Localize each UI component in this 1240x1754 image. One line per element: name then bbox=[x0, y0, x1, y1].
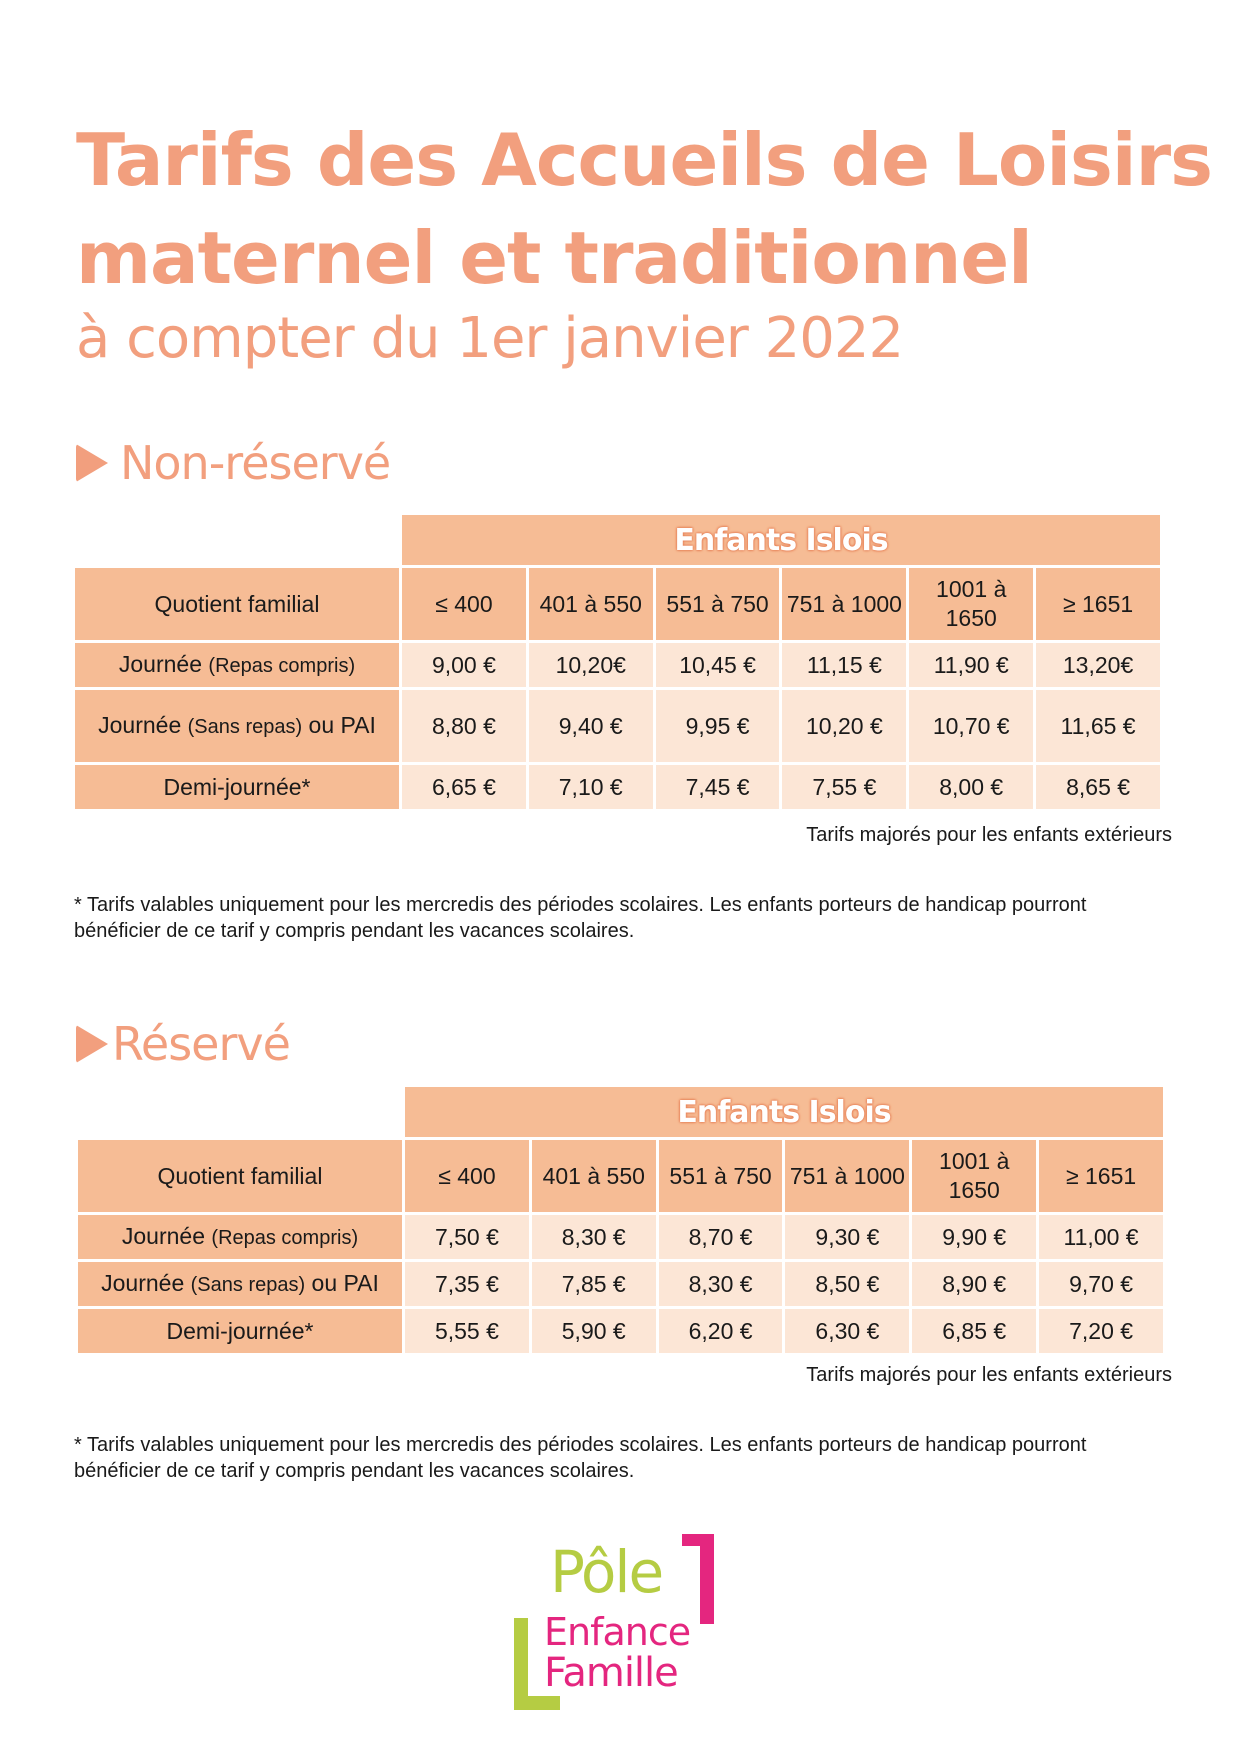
column-header: ≥ 1651 bbox=[1036, 568, 1160, 640]
column-header: ≥ 1651 bbox=[1039, 1140, 1163, 1212]
price-cell: 7,10 € bbox=[529, 765, 653, 809]
enfants-islois-band: Enfants Islois bbox=[405, 1087, 1163, 1137]
column-header: 1001 à 1650 bbox=[912, 1140, 1036, 1212]
price-cell: 5,55 € bbox=[405, 1309, 529, 1353]
price-cell: 7,85 € bbox=[532, 1262, 656, 1306]
price-cell: 13,20€ bbox=[1036, 643, 1160, 687]
price-cell: 8,80 € bbox=[402, 690, 526, 762]
row-label: Journée (Repas compris) bbox=[78, 1215, 402, 1259]
price-cell: 8,65 € bbox=[1036, 765, 1160, 809]
page-subtitle: à compter du 1er janvier 2022 bbox=[76, 306, 904, 371]
logo-word-famille: Famille bbox=[544, 1650, 678, 1696]
section-heading-non-reserve bbox=[76, 436, 390, 490]
logo-word-enfance: Enfance bbox=[544, 1610, 691, 1654]
column-header: 401 à 550 bbox=[532, 1140, 656, 1212]
section-heading-reserve bbox=[76, 1017, 290, 1071]
column-header: 551 à 750 bbox=[656, 568, 780, 640]
price-cell: 9,70 € bbox=[1039, 1262, 1163, 1306]
price-cell: 5,90 € bbox=[532, 1309, 656, 1353]
price-cell: 7,45 € bbox=[656, 765, 780, 809]
table-row bbox=[75, 765, 1160, 809]
price-cell: 9,40 € bbox=[529, 690, 653, 762]
price-cell: 10,70 € bbox=[909, 690, 1033, 762]
price-cell: 9,00 € bbox=[402, 643, 526, 687]
price-cell: 9,30 € bbox=[785, 1215, 909, 1259]
price-cell: 9,95 € bbox=[656, 690, 780, 762]
tariff-table-reserve bbox=[75, 1084, 1166, 1356]
row-label: Demi-journée* bbox=[75, 765, 399, 809]
row-label: Journée (Sans repas) ou PAI bbox=[75, 690, 399, 762]
price-cell: 8,50 € bbox=[785, 1262, 909, 1306]
exterior-rates-note: Tarifs majorés pour les enfants extérieurs bbox=[806, 1364, 1172, 1386]
price-cell: 6,65 € bbox=[402, 765, 526, 809]
table-row bbox=[78, 1309, 1163, 1353]
column-header: ≤ 400 bbox=[405, 1140, 529, 1212]
footnote: * Tarifs valables uniquement pour les mercredis des périodes scolaires. Les enfants porteurs de handicap pourront bénéficier de ce tarif y compris pendant les vacances scolaires. bbox=[74, 894, 1087, 942]
quotient-familial-header: Quotient familial bbox=[75, 568, 399, 640]
column-header: 551 à 750 bbox=[659, 1140, 783, 1212]
price-cell: 6,85 € bbox=[912, 1309, 1036, 1353]
column-header: ≤ 400 bbox=[402, 568, 526, 640]
price-cell: 10,20 € bbox=[782, 690, 906, 762]
price-cell: 7,35 € bbox=[405, 1262, 529, 1306]
pole-enfance-famille-logo bbox=[514, 1534, 714, 1710]
page-title-line2: maternel et traditionnel bbox=[76, 216, 1032, 300]
column-header: 1001 à 1650 bbox=[909, 568, 1033, 640]
price-cell: 6,30 € bbox=[785, 1309, 909, 1353]
price-cell: 11,90 € bbox=[909, 643, 1033, 687]
section-heading-text: Non-réservé bbox=[120, 436, 391, 490]
price-cell: 7,50 € bbox=[405, 1215, 529, 1259]
column-header: 751 à 1000 bbox=[782, 568, 906, 640]
row-label: Journée (Repas compris) bbox=[75, 643, 399, 687]
logo-bracket-pink bbox=[700, 1534, 714, 1624]
footnote: * Tarifs valables uniquement pour les mercredis des périodes scolaires. Les enfants porteurs de handicap pourront bénéficier de ce tarif y compris pendant les vacances scolaires. bbox=[74, 1434, 1087, 1482]
play-triangle-icon bbox=[76, 1025, 108, 1063]
price-cell: 11,00 € bbox=[1039, 1215, 1163, 1259]
column-header: 751 à 1000 bbox=[785, 1140, 909, 1212]
table-row bbox=[75, 643, 1160, 687]
enfants-islois-band: Enfants Islois bbox=[402, 515, 1160, 565]
play-triangle-icon bbox=[76, 444, 108, 482]
logo-word-pole: Pôle bbox=[550, 1538, 663, 1606]
table-corner bbox=[75, 515, 399, 565]
table-corner bbox=[78, 1087, 402, 1137]
price-cell: 9,90 € bbox=[912, 1215, 1036, 1259]
section-heading-text: Réservé bbox=[112, 1017, 290, 1071]
logo-bracket-pink-top bbox=[682, 1534, 714, 1546]
table-row bbox=[78, 1262, 1163, 1306]
price-cell: 11,65 € bbox=[1036, 690, 1160, 762]
price-cell: 6,20 € bbox=[659, 1309, 783, 1353]
row-label: Journée (Sans repas) ou PAI bbox=[78, 1262, 402, 1306]
tariff-table-non-reserve bbox=[72, 512, 1163, 812]
price-cell: 7,55 € bbox=[782, 765, 906, 809]
price-cell: 8,90 € bbox=[912, 1262, 1036, 1306]
table-row bbox=[78, 1215, 1163, 1259]
price-cell: 8,30 € bbox=[659, 1262, 783, 1306]
row-label: Demi-journée* bbox=[78, 1309, 402, 1353]
price-cell: 8,30 € bbox=[532, 1215, 656, 1259]
price-cell: 10,45 € bbox=[656, 643, 780, 687]
price-cell: 8,00 € bbox=[909, 765, 1033, 809]
price-cell: 11,15 € bbox=[782, 643, 906, 687]
price-cell: 10,20€ bbox=[529, 643, 653, 687]
page-title-line1: Tarifs des Accueils de Loisirs bbox=[76, 118, 1212, 202]
table-row bbox=[75, 690, 1160, 762]
price-cell: 7,20 € bbox=[1039, 1309, 1163, 1353]
logo-bracket-green-bottom bbox=[514, 1696, 560, 1710]
column-header: 401 à 550 bbox=[529, 568, 653, 640]
quotient-familial-header: Quotient familial bbox=[78, 1140, 402, 1212]
exterior-rates-note: Tarifs majorés pour les enfants extérieurs bbox=[806, 824, 1172, 846]
price-cell: 8,70 € bbox=[659, 1215, 783, 1259]
